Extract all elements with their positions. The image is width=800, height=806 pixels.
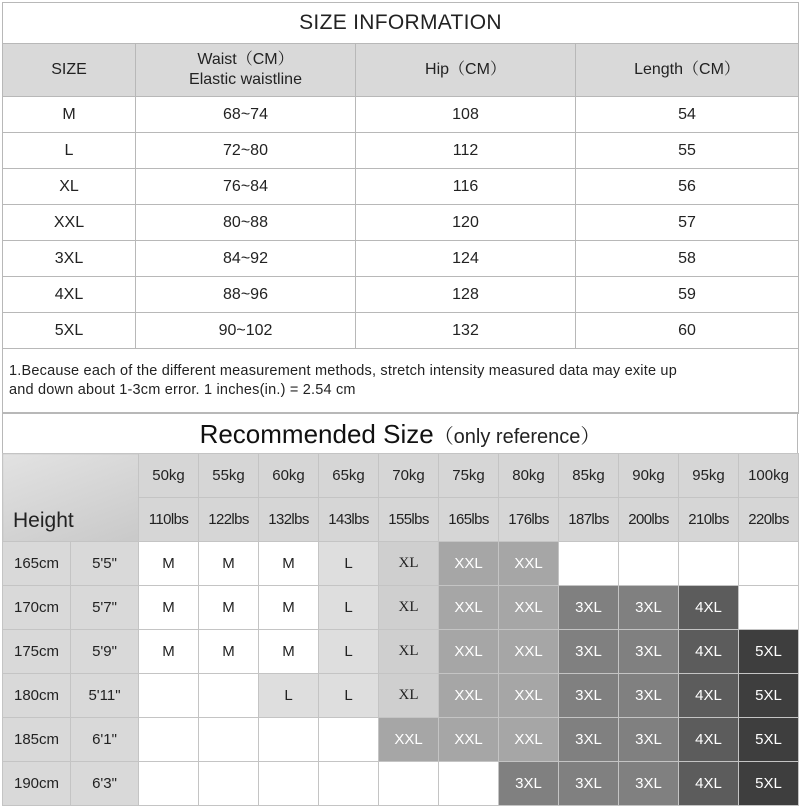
height-ft-cell: 5'11": [71, 674, 139, 718]
recommended-size-table: [2, 453, 799, 806]
size-recommendation-cell: XXL: [499, 586, 559, 630]
size-recommendation-cell: 3XL: [559, 718, 619, 762]
empty-cell: [139, 718, 199, 762]
height-label: Height: [3, 454, 139, 542]
empty-cell: [199, 718, 259, 762]
empty-cell: [619, 542, 679, 586]
weight-kg-cell: 55kg: [199, 454, 259, 498]
table-row: [3, 205, 799, 241]
table-row: [3, 133, 799, 169]
size-information-table: [2, 2, 799, 414]
measurement-note-line2: and down about 1-3cm error. 1 inches(in.) = 2.54 cm: [9, 382, 356, 398]
table-row: [3, 586, 799, 630]
size-cell: M: [3, 97, 136, 133]
size-recommendation-cell: XL: [379, 586, 439, 630]
size-recommendation-cell: 3XL: [559, 762, 619, 806]
length-cell: 59: [576, 277, 799, 313]
weight-lbs-cell: 200lbs: [619, 498, 679, 542]
weight-kg-row: [3, 454, 799, 498]
hip-cell: 108: [356, 97, 576, 133]
size-recommendation-cell: XXL: [439, 542, 499, 586]
length-cell: 55: [576, 133, 799, 169]
size-recommendation-cell: L: [259, 674, 319, 718]
empty-cell: [739, 586, 799, 630]
height-cm-cell: 165cm: [3, 542, 71, 586]
hip-cell: 124: [356, 241, 576, 277]
weight-kg-cell: 50kg: [139, 454, 199, 498]
size-recommendation-cell: L: [319, 674, 379, 718]
size-recommendation-cell: 4XL: [679, 674, 739, 718]
header-size: SIZE: [3, 44, 136, 97]
hip-cell: 116: [356, 169, 576, 205]
empty-cell: [319, 718, 379, 762]
height-ft-cell: 6'3": [71, 762, 139, 806]
empty-cell: [259, 718, 319, 762]
empty-cell: [199, 762, 259, 806]
size-recommendation-cell: XXL: [499, 630, 559, 674]
size-cell: 3XL: [3, 241, 136, 277]
size-recommendation-cell: XL: [379, 542, 439, 586]
measurement-note-line1: 1.Because each of the different measurement methods, stretch intensity measured data may exite up: [9, 363, 677, 379]
weight-lbs-cell: 155lbs: [379, 498, 439, 542]
height-cm-cell: 180cm: [3, 674, 71, 718]
weight-kg-cell: 80kg: [499, 454, 559, 498]
size-recommendation-cell: L: [319, 586, 379, 630]
size-recommendation-cell: M: [139, 542, 199, 586]
size-recommendation-cell: 3XL: [499, 762, 559, 806]
height-cm-cell: 185cm: [3, 718, 71, 762]
waist-cell: 76~84: [136, 169, 356, 205]
size-recommendation-cell: XXL: [439, 674, 499, 718]
size-recommendation-cell: M: [139, 630, 199, 674]
size-recommendation-cell: 3XL: [619, 718, 679, 762]
weight-kg-cell: 65kg: [319, 454, 379, 498]
table-row: [3, 277, 799, 313]
size-cell: XXL: [3, 205, 136, 241]
size-recommendation-cell: 5XL: [739, 718, 799, 762]
size-recommendation-cell: XL: [379, 630, 439, 674]
size-recommendation-cell: M: [259, 586, 319, 630]
hip-cell: 112: [356, 133, 576, 169]
weight-kg-cell: 60kg: [259, 454, 319, 498]
weight-kg-cell: 90kg: [619, 454, 679, 498]
height-cm-cell: 190cm: [3, 762, 71, 806]
size-recommendation-cell: 4XL: [679, 630, 739, 674]
size-recommendation-cell: XXL: [439, 630, 499, 674]
size-recommendation-cell: 3XL: [619, 586, 679, 630]
weight-kg-cell: 85kg: [559, 454, 619, 498]
size-recommendation-cell: 5XL: [739, 630, 799, 674]
size-recommendation-cell: XXL: [499, 718, 559, 762]
measurement-note: [3, 349, 799, 414]
weight-lbs-cell: 220lbs: [739, 498, 799, 542]
size-recommendation-cell: XXL: [439, 718, 499, 762]
size-recommendation-cell: 3XL: [619, 762, 679, 806]
header-waist: [136, 44, 356, 97]
empty-cell: [199, 674, 259, 718]
size-recommendation-cell: M: [199, 630, 259, 674]
header-hip: Hip（CM）: [356, 44, 576, 97]
weight-lbs-cell: 143lbs: [319, 498, 379, 542]
table-row: [3, 169, 799, 205]
weight-kg-cell: 95kg: [679, 454, 739, 498]
hip-cell: 128: [356, 277, 576, 313]
waist-cell: 68~74: [136, 97, 356, 133]
waist-cell: 80~88: [136, 205, 356, 241]
weight-kg-cell: 70kg: [379, 454, 439, 498]
size-recommendation-cell: 3XL: [559, 586, 619, 630]
header-length: Length（CM）: [576, 44, 799, 97]
size-cell: XL: [3, 169, 136, 205]
table-row: [3, 241, 799, 277]
size-recommendation-cell: XL: [379, 674, 439, 718]
size-recommendation-cell: XXL: [439, 586, 499, 630]
length-cell: 57: [576, 205, 799, 241]
size-recommendation-cell: 3XL: [559, 630, 619, 674]
hip-cell: 132: [356, 313, 576, 349]
table-row: [3, 762, 799, 806]
table-row: [3, 313, 799, 349]
size-recommendation-cell: 4XL: [679, 586, 739, 630]
empty-cell: [139, 762, 199, 806]
size-recommendation-cell: XXL: [379, 718, 439, 762]
size-recommendation-cell: M: [259, 630, 319, 674]
size-recommendation-cell: XXL: [499, 542, 559, 586]
weight-kg-cell: 75kg: [439, 454, 499, 498]
size-recommendation-cell: 3XL: [619, 630, 679, 674]
empty-cell: [439, 762, 499, 806]
recommended-size-title: [2, 412, 798, 454]
table-row: [3, 630, 799, 674]
length-cell: 58: [576, 241, 799, 277]
weight-lbs-cell: 122lbs: [199, 498, 259, 542]
table-row: [3, 542, 799, 586]
size-table-header-row: [3, 44, 799, 97]
waist-cell: 72~80: [136, 133, 356, 169]
size-recommendation-cell: 4XL: [679, 718, 739, 762]
size-recommendation-cell: 3XL: [559, 674, 619, 718]
table-row: [3, 674, 799, 718]
weight-lbs-cell: 187lbs: [559, 498, 619, 542]
empty-cell: [319, 762, 379, 806]
recommended-size-subtitle: （only reference）: [433, 426, 601, 448]
empty-cell: [559, 542, 619, 586]
height-cm-cell: 170cm: [3, 586, 71, 630]
size-recommendation-cell: L: [319, 630, 379, 674]
header-waist-label: Waist（CM）: [197, 51, 294, 68]
size-recommendation-cell: 5XL: [739, 762, 799, 806]
size-recommendation-cell: M: [139, 586, 199, 630]
height-cm-cell: 175cm: [3, 630, 71, 674]
size-recommendation-cell: XXL: [499, 674, 559, 718]
size-cell: 4XL: [3, 277, 136, 313]
length-cell: 54: [576, 97, 799, 133]
empty-cell: [379, 762, 439, 806]
empty-cell: [139, 674, 199, 718]
header-waist-sub: Elastic waistline: [189, 71, 302, 88]
weight-lbs-cell: 132lbs: [259, 498, 319, 542]
empty-cell: [739, 542, 799, 586]
size-information-title: SIZE INFORMATION: [3, 3, 799, 44]
waist-cell: 88~96: [136, 277, 356, 313]
waist-cell: 84~92: [136, 241, 356, 277]
size-recommendation-cell: M: [199, 586, 259, 630]
height-ft-cell: 5'5": [71, 542, 139, 586]
size-cell: L: [3, 133, 136, 169]
size-recommendation-cell: L: [319, 542, 379, 586]
weight-kg-cell: 100kg: [739, 454, 799, 498]
height-ft-cell: 6'1": [71, 718, 139, 762]
size-recommendation-cell: 3XL: [619, 674, 679, 718]
size-recommendation-cell: M: [199, 542, 259, 586]
waist-cell: 90~102: [136, 313, 356, 349]
height-ft-cell: 5'9": [71, 630, 139, 674]
size-recommendation-cell: 4XL: [679, 762, 739, 806]
weight-lbs-cell: 210lbs: [679, 498, 739, 542]
empty-cell: [259, 762, 319, 806]
recommended-size-heading: Recommended Size: [199, 419, 434, 449]
size-cell: 5XL: [3, 313, 136, 349]
weight-lbs-cell: 165lbs: [439, 498, 499, 542]
weight-lbs-cell: 176lbs: [499, 498, 559, 542]
hip-cell: 120: [356, 205, 576, 241]
size-recommendation-cell: 5XL: [739, 674, 799, 718]
table-row: [3, 97, 799, 133]
table-row: [3, 718, 799, 762]
size-recommendation-cell: M: [259, 542, 319, 586]
weight-lbs-cell: 110lbs: [139, 498, 199, 542]
length-cell: 60: [576, 313, 799, 349]
length-cell: 56: [576, 169, 799, 205]
empty-cell: [679, 542, 739, 586]
height-ft-cell: 5'7": [71, 586, 139, 630]
